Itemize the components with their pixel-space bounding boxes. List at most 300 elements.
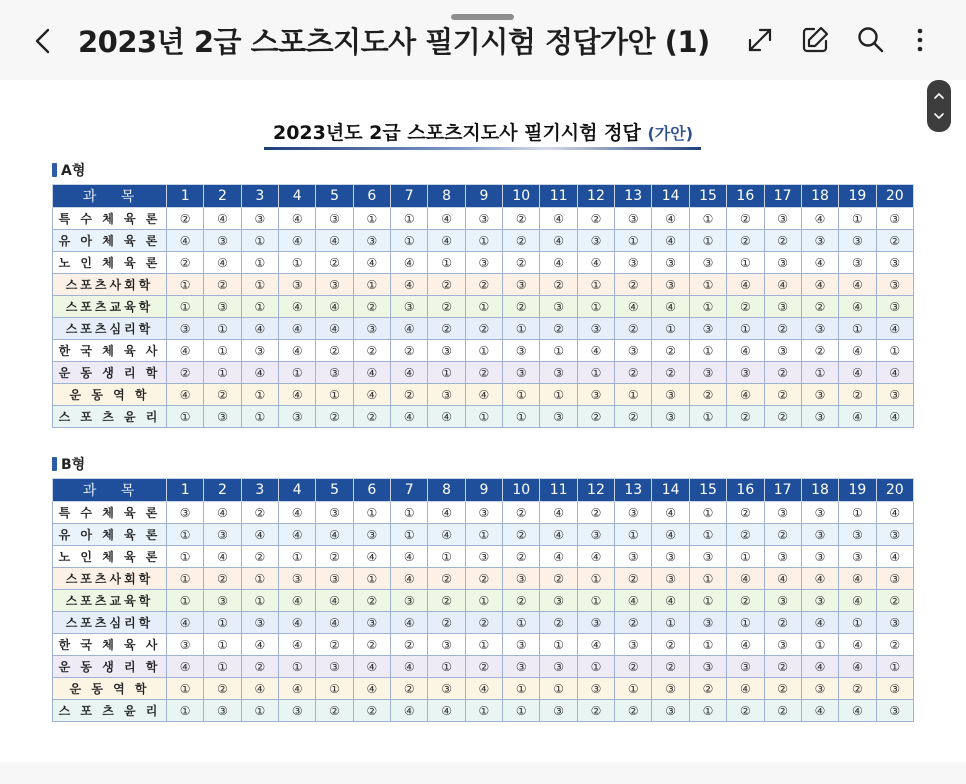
answer-cell: ② xyxy=(465,362,502,384)
column-header-question: 17 xyxy=(764,479,801,502)
subject-cell: 노 인 체 육 론 xyxy=(53,252,167,274)
answer-cell: ③ xyxy=(764,546,801,568)
column-header-question: 19 xyxy=(839,185,876,208)
column-header-question: 10 xyxy=(503,185,540,208)
answer-cell: ② xyxy=(615,406,652,428)
answer-cell: ① xyxy=(689,568,726,590)
answer-cell: ④ xyxy=(353,546,390,568)
answer-cell: ① xyxy=(503,612,540,634)
column-header-question: 9 xyxy=(465,479,502,502)
answer-cell: ② xyxy=(316,546,353,568)
answer-cell: ④ xyxy=(391,700,428,722)
answer-cell: ② xyxy=(764,612,801,634)
answer-cell: ① xyxy=(279,252,316,274)
answer-cell: ① xyxy=(689,296,726,318)
answer-cell: ③ xyxy=(652,700,689,722)
answer-cell: ② xyxy=(353,406,390,428)
answer-cell: ③ xyxy=(615,502,652,524)
column-header-question: 12 xyxy=(577,479,614,502)
answer-cell: ① xyxy=(652,318,689,340)
answer-cell: ③ xyxy=(652,678,689,700)
answer-cell: ② xyxy=(652,362,689,384)
answer-cell: ① xyxy=(353,502,390,524)
section-marker-icon xyxy=(52,457,57,471)
answer-cell: ② xyxy=(577,406,614,428)
answer-cell: ① xyxy=(503,700,540,722)
answer-cell: ① xyxy=(241,590,278,612)
column-header-question: 7 xyxy=(391,479,428,502)
answer-cell: ③ xyxy=(876,678,913,700)
answer-cell: ③ xyxy=(801,384,838,406)
expand-button[interactable] xyxy=(744,24,776,56)
answer-cell: ① xyxy=(839,502,876,524)
answer-cell: ④ xyxy=(353,678,390,700)
answer-cell: ④ xyxy=(391,318,428,340)
column-header-question: 4 xyxy=(279,185,316,208)
answer-cell: ② xyxy=(727,208,764,230)
answer-cell: ③ xyxy=(353,612,390,634)
answer-cell: ③ xyxy=(428,634,465,656)
answer-cell: ① xyxy=(465,634,502,656)
answer-cell: ② xyxy=(727,230,764,252)
answer-cell: ② xyxy=(204,568,241,590)
answer-cell: ④ xyxy=(316,230,353,252)
answer-cell: ① xyxy=(876,340,913,362)
answer-cell: ③ xyxy=(577,318,614,340)
answer-cell: ② xyxy=(503,252,540,274)
answer-cell: ③ xyxy=(204,406,241,428)
answer-cell: ② xyxy=(727,590,764,612)
answer-cell: ① xyxy=(577,656,614,678)
answer-cell: ① xyxy=(279,656,316,678)
answer-cell: ② xyxy=(465,274,502,296)
answer-cell: ① xyxy=(615,384,652,406)
answer-cell: ① xyxy=(689,406,726,428)
answer-cell: ② xyxy=(204,274,241,296)
answer-cell: ① xyxy=(503,384,540,406)
column-header-question: 11 xyxy=(540,479,577,502)
table-header-row xyxy=(53,479,914,502)
subject-cell: 스포츠심리학 xyxy=(53,612,167,634)
answer-cell: ③ xyxy=(615,634,652,656)
column-header-question: 3 xyxy=(241,185,278,208)
answer-cell: ③ xyxy=(801,318,838,340)
answer-cell: ④ xyxy=(577,252,614,274)
answer-cell: ③ xyxy=(353,318,390,340)
answer-cell: ③ xyxy=(876,524,913,546)
subject-cell: 운 동 역 학 xyxy=(53,678,167,700)
table-row xyxy=(53,384,914,406)
answer-cell: ① xyxy=(391,524,428,546)
answer-cell: ④ xyxy=(279,502,316,524)
answer-cell: ③ xyxy=(204,700,241,722)
page-title: 2023년 2급 스포츠지도사 필기시험 정답가안 (1) xyxy=(78,25,710,59)
answer-cell: ② xyxy=(503,590,540,612)
table-row xyxy=(53,318,914,340)
answer-cell: ③ xyxy=(689,656,726,678)
search-button[interactable] xyxy=(855,24,887,56)
table-row xyxy=(53,568,914,590)
answer-cell: ④ xyxy=(652,208,689,230)
answer-cell: ④ xyxy=(839,340,876,362)
answer-cell: ④ xyxy=(353,362,390,384)
answer-cell: ① xyxy=(465,340,502,362)
search-icon xyxy=(855,24,887,56)
answer-cell: ③ xyxy=(764,634,801,656)
answer-cell: ① xyxy=(801,362,838,384)
answer-cell: ① xyxy=(241,406,278,428)
answer-cell: ③ xyxy=(540,590,577,612)
answer-cell: ③ xyxy=(876,208,913,230)
answer-cell: ④ xyxy=(615,590,652,612)
answer-cell: ④ xyxy=(241,634,278,656)
answer-cell: ① xyxy=(689,208,726,230)
answer-cell: ① xyxy=(167,700,204,722)
column-header-question: 16 xyxy=(727,479,764,502)
answer-cell: ③ xyxy=(876,612,913,634)
answer-cell: ② xyxy=(204,384,241,406)
answer-cell: ③ xyxy=(764,502,801,524)
answer-cell: ④ xyxy=(428,502,465,524)
answer-cell: ② xyxy=(540,274,577,296)
chevron-left-icon xyxy=(30,24,58,58)
answer-cell: ③ xyxy=(204,590,241,612)
answer-cell: ① xyxy=(241,296,278,318)
answer-cell: ③ xyxy=(689,318,726,340)
answer-cell: ② xyxy=(727,296,764,318)
section-label-a xyxy=(52,160,85,180)
answer-cell: ① xyxy=(503,406,540,428)
answer-cell: ② xyxy=(689,678,726,700)
column-header-question: 13 xyxy=(615,479,652,502)
answer-cell: ② xyxy=(353,590,390,612)
column-header-question: 13 xyxy=(615,185,652,208)
answer-cell: ③ xyxy=(353,230,390,252)
answer-cell: ④ xyxy=(279,590,316,612)
column-header-question: 10 xyxy=(503,479,540,502)
answer-cell: ① xyxy=(204,362,241,384)
answer-cell: ① xyxy=(353,274,390,296)
back-button[interactable] xyxy=(30,24,58,58)
answer-cell: ③ xyxy=(652,274,689,296)
answer-cell: ① xyxy=(316,384,353,406)
answer-cell: ③ xyxy=(876,568,913,590)
answer-cell: ④ xyxy=(839,634,876,656)
answer-cell: ④ xyxy=(540,502,577,524)
answer-cell: ④ xyxy=(839,700,876,722)
answer-cell: ① xyxy=(615,524,652,546)
answer-cell: ④ xyxy=(316,296,353,318)
answer-cell: ② xyxy=(428,590,465,612)
answer-cell: ② xyxy=(391,384,428,406)
answer-cell: ④ xyxy=(540,230,577,252)
answer-cell: ④ xyxy=(279,612,316,634)
answer-cell: ② xyxy=(615,568,652,590)
answer-cell: ③ xyxy=(316,362,353,384)
table-row xyxy=(53,524,914,546)
answer-cell: ② xyxy=(727,406,764,428)
table-row xyxy=(53,252,914,274)
answer-cell: ④ xyxy=(279,230,316,252)
answer-cell: ④ xyxy=(428,700,465,722)
answer-cell: ① xyxy=(428,546,465,568)
answer-cell: ② xyxy=(428,318,465,340)
answer-cell: ④ xyxy=(428,406,465,428)
answer-cell: ④ xyxy=(391,568,428,590)
answer-cell: ① xyxy=(167,568,204,590)
answer-cell: ① xyxy=(540,634,577,656)
answer-cell: ④ xyxy=(167,340,204,362)
answer-cell: ③ xyxy=(689,546,726,568)
answer-cell: ③ xyxy=(428,384,465,406)
answer-cell: ② xyxy=(503,230,540,252)
answer-cell: ② xyxy=(503,208,540,230)
answer-cell: ③ xyxy=(764,590,801,612)
answer-cell: ④ xyxy=(801,252,838,274)
answer-cell: ① xyxy=(204,318,241,340)
answer-cell: ① xyxy=(428,362,465,384)
subject-cell: 스포츠심리학 xyxy=(53,318,167,340)
section-label-text: B형 xyxy=(61,457,86,473)
answer-cell: ② xyxy=(764,524,801,546)
answer-cell: ③ xyxy=(577,524,614,546)
answer-cell: ② xyxy=(428,568,465,590)
answer-cell: ③ xyxy=(503,568,540,590)
answer-cell: ④ xyxy=(465,384,502,406)
answer-cell: ② xyxy=(764,318,801,340)
column-header-question: 16 xyxy=(727,185,764,208)
answer-cell: ① xyxy=(801,634,838,656)
answer-cell: ③ xyxy=(279,406,316,428)
answer-cell: ④ xyxy=(540,546,577,568)
subject-cell: 한 국 체 육 사 xyxy=(53,340,167,362)
answer-cell: ④ xyxy=(241,362,278,384)
answer-cell: ④ xyxy=(279,208,316,230)
answer-cell: ① xyxy=(204,340,241,362)
answer-cell: ③ xyxy=(465,502,502,524)
edit-button[interactable] xyxy=(799,24,831,56)
answer-cell: ④ xyxy=(652,524,689,546)
answer-cell: ④ xyxy=(391,406,428,428)
column-header-question: 14 xyxy=(652,185,689,208)
subject-cell: 스포츠교육학 xyxy=(53,296,167,318)
column-header-question: 12 xyxy=(577,185,614,208)
answer-cell: ③ xyxy=(279,700,316,722)
answer-cell: ③ xyxy=(615,252,652,274)
answer-cell: ① xyxy=(540,384,577,406)
answer-cell: ③ xyxy=(577,612,614,634)
table-row xyxy=(53,656,914,678)
answer-cell: ② xyxy=(428,274,465,296)
table-row xyxy=(53,612,914,634)
answer-cell: ④ xyxy=(801,208,838,230)
answer-cell: ④ xyxy=(876,546,913,568)
answer-cell: ④ xyxy=(241,678,278,700)
answer-cell: ② xyxy=(316,700,353,722)
answer-cell: ① xyxy=(503,678,540,700)
answer-cell: ③ xyxy=(503,362,540,384)
answer-cell: ① xyxy=(465,406,502,428)
answer-cell: ② xyxy=(503,546,540,568)
column-header-question: 9 xyxy=(465,185,502,208)
table-row xyxy=(53,230,914,252)
answer-cell: ④ xyxy=(652,502,689,524)
answer-cell: ① xyxy=(167,678,204,700)
answer-cell: ② xyxy=(353,700,390,722)
more-options-button[interactable] xyxy=(904,24,936,56)
answer-cell: ④ xyxy=(428,524,465,546)
answer-cell: ① xyxy=(465,700,502,722)
answer-cell: ② xyxy=(353,296,390,318)
answer-cell: ② xyxy=(241,656,278,678)
answer-cell: ③ xyxy=(204,524,241,546)
table-row xyxy=(53,634,914,656)
answer-cell: ③ xyxy=(540,700,577,722)
answer-table-a xyxy=(52,184,914,428)
answer-cell: ① xyxy=(204,656,241,678)
answer-cell: ③ xyxy=(764,340,801,362)
answer-cell: ④ xyxy=(876,362,913,384)
answer-cell: ② xyxy=(876,634,913,656)
subject-cell: 스포츠사회학 xyxy=(53,274,167,296)
answer-cell: ② xyxy=(727,502,764,524)
column-header-question: 6 xyxy=(353,185,390,208)
column-header-question: 20 xyxy=(876,185,913,208)
answer-cell: ② xyxy=(167,208,204,230)
answer-cell: ① xyxy=(503,318,540,340)
answer-cell: ② xyxy=(316,340,353,362)
subject-cell: 유 아 체 육 론 xyxy=(53,230,167,252)
subject-cell: 운 동 생 리 학 xyxy=(53,656,167,678)
table-header-row xyxy=(53,185,914,208)
answer-cell: ③ xyxy=(839,546,876,568)
answer-cell: ④ xyxy=(764,568,801,590)
answer-cell: ① xyxy=(839,208,876,230)
answer-cell: ③ xyxy=(167,318,204,340)
answer-cell: ① xyxy=(577,568,614,590)
column-header-subject: 과 목 xyxy=(53,185,167,208)
title-underline xyxy=(264,147,701,150)
answer-cell: ② xyxy=(577,700,614,722)
subject-cell: 스 포 츠 윤 리 xyxy=(53,700,167,722)
answer-cell: ③ xyxy=(764,252,801,274)
column-header-question: 5 xyxy=(316,185,353,208)
expand-icon xyxy=(744,24,776,56)
answer-cell: ③ xyxy=(503,656,540,678)
answer-cell: ④ xyxy=(876,406,913,428)
answer-cell: ④ xyxy=(428,230,465,252)
answer-cell: ① xyxy=(167,274,204,296)
answer-cell: ③ xyxy=(876,384,913,406)
answer-cell: ② xyxy=(428,612,465,634)
answer-cell: ③ xyxy=(801,502,838,524)
answer-cell: ② xyxy=(764,384,801,406)
answer-cell: ① xyxy=(689,274,726,296)
answer-cell: ① xyxy=(689,700,726,722)
answer-cell: ③ xyxy=(540,406,577,428)
answer-cell: ④ xyxy=(204,546,241,568)
answer-cell: ④ xyxy=(391,656,428,678)
answer-cell: ② xyxy=(316,406,353,428)
answer-cell: ② xyxy=(801,296,838,318)
answer-cell: ③ xyxy=(241,612,278,634)
subject-cell: 특 수 체 육 론 xyxy=(53,502,167,524)
answer-cell: ② xyxy=(465,318,502,340)
answer-cell: ④ xyxy=(839,274,876,296)
answer-cell: ③ xyxy=(652,406,689,428)
answer-cell: ④ xyxy=(801,700,838,722)
subject-cell: 특 수 체 육 론 xyxy=(53,208,167,230)
answer-cell: ④ xyxy=(391,274,428,296)
answer-cell: ② xyxy=(764,656,801,678)
answer-cell: ③ xyxy=(577,384,614,406)
answer-cell: ③ xyxy=(391,590,428,612)
answer-cell: ① xyxy=(727,546,764,568)
answer-cell: ② xyxy=(540,568,577,590)
column-header-question: 20 xyxy=(876,479,913,502)
column-header-question: 5 xyxy=(316,479,353,502)
answer-cell: ③ xyxy=(428,340,465,362)
answer-cell: ③ xyxy=(577,678,614,700)
document-title xyxy=(0,118,966,145)
answer-cell: ② xyxy=(428,296,465,318)
more-vertical-icon xyxy=(904,24,936,56)
column-header-question: 2 xyxy=(204,479,241,502)
subject-cell: 유 아 체 육 론 xyxy=(53,524,167,546)
answer-cell: ② xyxy=(465,656,502,678)
answer-cell: ① xyxy=(540,340,577,362)
answer-cell: ① xyxy=(540,678,577,700)
answer-cell: ① xyxy=(391,502,428,524)
answer-cell: ② xyxy=(540,612,577,634)
table-row xyxy=(53,546,914,568)
answer-cell: ③ xyxy=(577,230,614,252)
answer-cell: ② xyxy=(764,230,801,252)
section-label-b xyxy=(52,454,85,474)
answer-cell: ③ xyxy=(279,568,316,590)
answer-cell: ① xyxy=(241,384,278,406)
answer-cell: ③ xyxy=(465,252,502,274)
answer-cell: ④ xyxy=(801,612,838,634)
answer-cell: ① xyxy=(465,230,502,252)
answer-cell: ① xyxy=(428,656,465,678)
answer-cell: ② xyxy=(615,274,652,296)
answer-cell: ④ xyxy=(652,230,689,252)
answer-cell: ③ xyxy=(540,296,577,318)
answer-cell: ③ xyxy=(204,230,241,252)
answer-cell: ④ xyxy=(727,634,764,656)
answer-cell: ① xyxy=(577,590,614,612)
answer-cell: ① xyxy=(279,546,316,568)
column-header-question: 8 xyxy=(428,185,465,208)
answer-cell: ④ xyxy=(391,546,428,568)
answer-cell: ① xyxy=(353,208,390,230)
answer-cell: ② xyxy=(204,678,241,700)
answer-cell: ③ xyxy=(689,252,726,274)
answer-cell: ③ xyxy=(652,252,689,274)
answer-cell: ② xyxy=(764,362,801,384)
answer-cell: ④ xyxy=(801,568,838,590)
answer-cell: ① xyxy=(316,678,353,700)
answer-cell: ① xyxy=(839,318,876,340)
answer-cell: ② xyxy=(727,524,764,546)
answer-cell: ③ xyxy=(876,252,913,274)
answer-cell: ② xyxy=(241,546,278,568)
answer-cell: ④ xyxy=(279,296,316,318)
column-header-question: 6 xyxy=(353,479,390,502)
answer-cell: ① xyxy=(465,296,502,318)
answer-cell: ④ xyxy=(876,502,913,524)
